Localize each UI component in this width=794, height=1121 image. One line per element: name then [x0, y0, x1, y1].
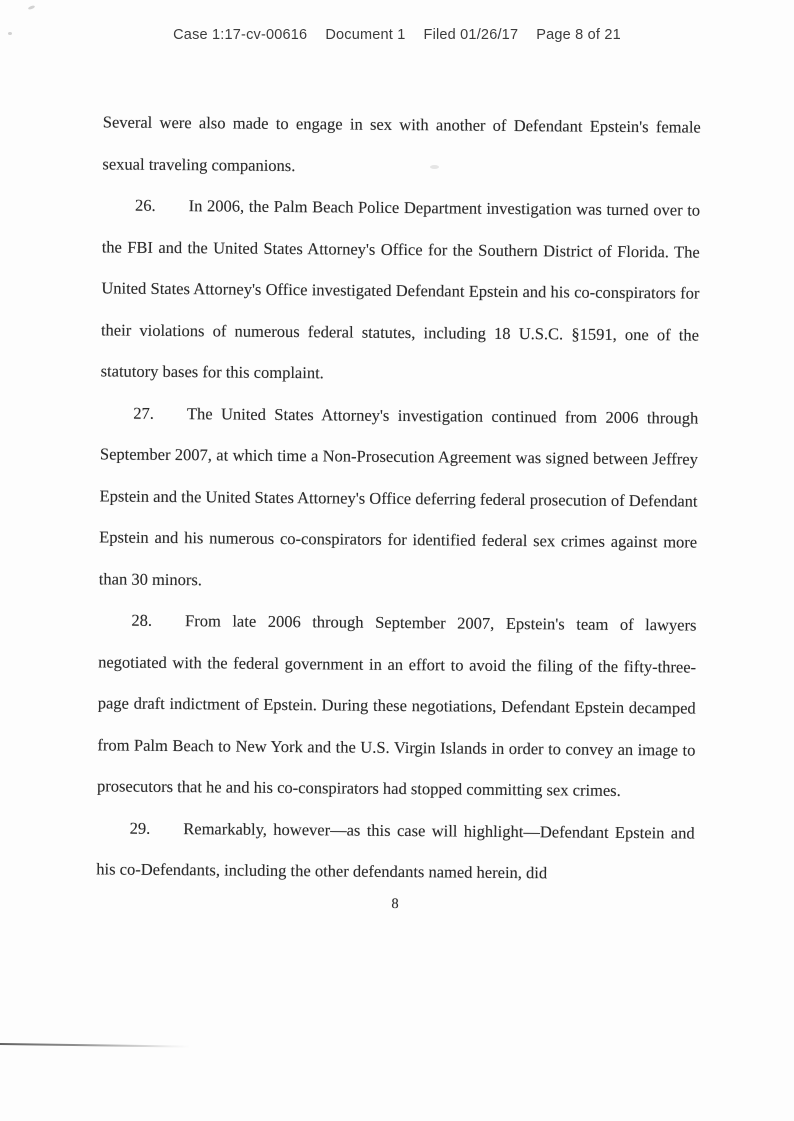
paragraph-text: From late 2006 through September 2007, Epstein's team of lawyers negotiated with the federal government in an effort to avoid the filing of the fifty-three-page draft indictment of Epstein. During these negotiations, Defendant Epstein decamped from Palm Beach to New York and the U.S. Virgin Islands in order to convey an image to prosecutors that he and his co-conspirators had stopped committing sex crimes.	[96, 611, 697, 800]
scan-speck	[28, 5, 36, 10]
stamp-document-number: Document 1	[325, 27, 406, 43]
page-number: 8	[391, 895, 399, 912]
paragraph-text: Several were also made to engage in sex with another of Defendant Epstein's female sexual traveling companions.	[102, 112, 701, 175]
paragraph-number: 29.	[129, 818, 151, 838]
paragraph-text: Remarkably, however—as this case will highlight—Defendant Epstein and his co-Defendants, including the other defendants named herein, did	[96, 818, 695, 883]
paragraph-text: The United States Attorney's investigation continued from 2006 through September 2007, at which time a Non-Prosecution Agreement was signed between Jeffrey Epstein and the United States Attorney's Office deferring federal prosecution of Defendant Epstein and his numerous co-conspirators for identified federal sex crimes against more than 30 minors.	[98, 403, 699, 589]
paragraph-text: In 2006, the Palm Beach Police Department investigation was turned over to the FBI and the United States Attorney's Office for the Southern District of Florida. The United States Attorney's Office investigated Defendant Epstein and his co-conspirators for their violations of numerous federal statutes, including 18 U.S.C. §1591, one of the statutory bases for this complaint.	[100, 196, 701, 383]
scan-speck	[8, 32, 12, 35]
paragraph-number: 27.	[133, 403, 155, 423]
document-body	[96, 101, 701, 915]
paragraph-26	[100, 184, 700, 397]
court-stamp-header	[0, 27, 794, 43]
paragraph-continuation	[102, 101, 701, 189]
paragraph-27	[99, 392, 699, 605]
stamp-page-info: Page 8 of 21	[536, 27, 621, 43]
scan-artifact-line	[0, 1043, 190, 1048]
paragraph-28	[97, 599, 697, 812]
stamp-filed-date: Filed 01/26/17	[423, 27, 519, 43]
stamp-case-number: Case 1:17-cv-00616	[173, 27, 308, 43]
paragraph-number: 28.	[131, 610, 153, 630]
paragraph-29	[96, 807, 695, 895]
paragraph-number: 26.	[135, 195, 156, 215]
scan-speck	[430, 165, 439, 169]
